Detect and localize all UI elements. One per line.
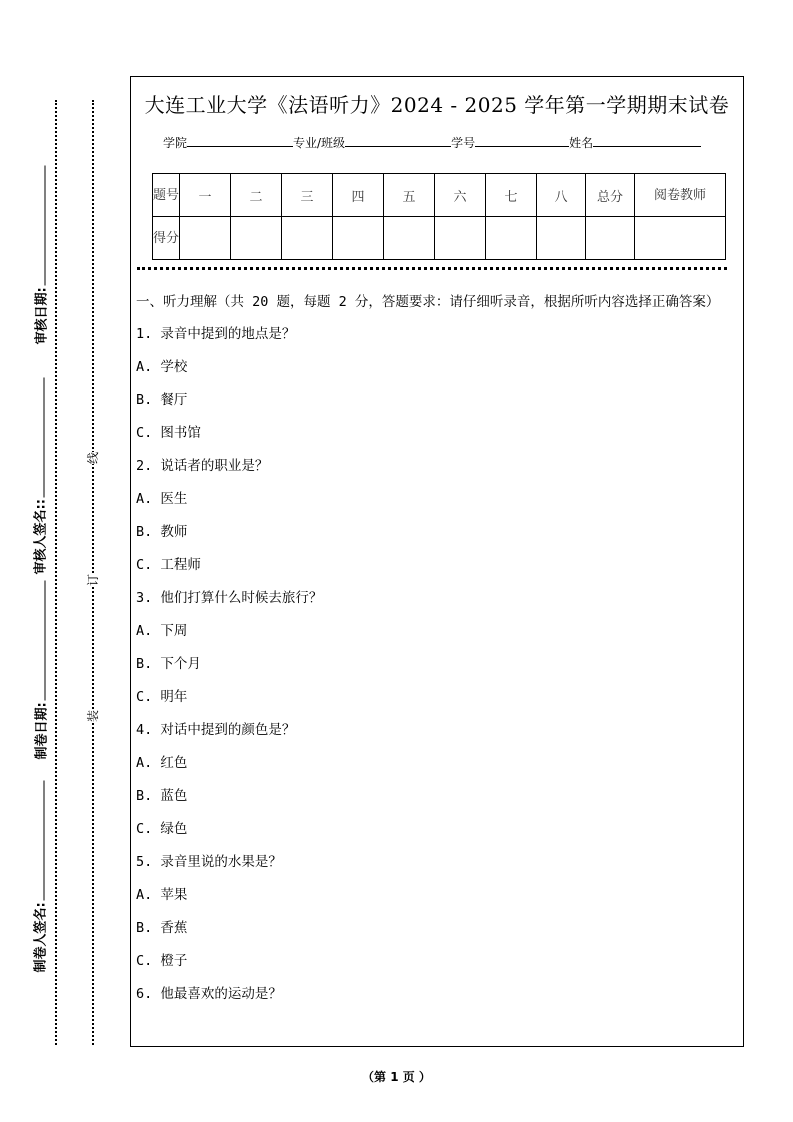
col-5: 五 xyxy=(384,174,435,217)
student-id-blank[interactable] xyxy=(475,134,569,147)
question-number-header: 题号 xyxy=(153,174,180,217)
score-cell-6[interactable] xyxy=(435,217,486,260)
score-header: 得分 xyxy=(153,217,180,260)
col-4: 四 xyxy=(333,174,384,217)
answer-option[interactable]: A. 医生 xyxy=(136,491,188,507)
question-list xyxy=(136,323,741,1016)
question-text: 6. 他最喜欢的运动是？ xyxy=(136,986,282,1002)
paper-maker-signature-label: 制卷人签名: xyxy=(30,803,49,973)
score-cell-3[interactable] xyxy=(282,217,333,260)
score-table xyxy=(152,173,726,260)
col-total: 总分 xyxy=(586,174,635,217)
col-1: 一 xyxy=(180,174,231,217)
answer-option[interactable]: A. 下周 xyxy=(136,623,188,639)
binding-char-staple: 订 xyxy=(86,573,101,587)
answer-option[interactable]: C. 图书馆 xyxy=(136,425,201,441)
answer-option[interactable]: C. 明年 xyxy=(136,689,188,705)
score-cell-7[interactable] xyxy=(486,217,537,260)
questions-area xyxy=(136,291,741,1016)
binding-line-outer xyxy=(55,100,57,1045)
question-text: 4. 对话中提到的颜色是？ xyxy=(136,722,296,738)
student-id-label: 学号 xyxy=(451,136,476,150)
major-blank[interactable] xyxy=(345,134,451,147)
score-table-score-row xyxy=(153,217,726,260)
score-cell-8[interactable] xyxy=(537,217,586,260)
col-2: 二 xyxy=(231,174,282,217)
col-8: 八 xyxy=(537,174,586,217)
question-text: 5. 录音里说的水果是？ xyxy=(136,854,282,870)
col-7: 七 xyxy=(486,174,537,217)
score-cell-5[interactable] xyxy=(384,217,435,260)
answer-option[interactable]: B. 餐厅 xyxy=(136,392,188,408)
reviewer-signature-label: 审核人签名:: xyxy=(30,405,49,575)
col-3: 三 xyxy=(282,174,333,217)
page-footer: （第 1 页 ） xyxy=(362,1070,431,1084)
student-info-row xyxy=(163,134,701,151)
col-6: 六 xyxy=(435,174,486,217)
answer-option[interactable]: C. 橙子 xyxy=(136,953,188,969)
score-cell-4[interactable] xyxy=(333,217,384,260)
score-table-header-row xyxy=(153,174,726,217)
exam-title: 大连工业大学《法语听力》2024 - 2025 学年第一学期期末试卷 xyxy=(144,93,730,117)
exam-frame xyxy=(130,76,744,1047)
score-cell-total[interactable] xyxy=(586,217,635,260)
college-blank[interactable] xyxy=(187,134,293,147)
major-label: 专业/班级 xyxy=(293,136,346,150)
answer-option[interactable]: A. 苹果 xyxy=(136,887,188,903)
answer-option[interactable]: C. 绿色 xyxy=(136,821,188,837)
name-blank[interactable] xyxy=(593,134,701,147)
binding-line-inner xyxy=(92,100,94,1045)
answer-option[interactable]: B. 教师 xyxy=(136,524,188,540)
answer-option[interactable]: B. 蓝色 xyxy=(136,788,188,804)
score-cell-1[interactable] xyxy=(180,217,231,260)
question-text: 2. 说话者的职业是？ xyxy=(136,458,269,474)
header-separator xyxy=(137,267,727,270)
score-cell-2[interactable] xyxy=(231,217,282,260)
answer-option[interactable]: A. 红色 xyxy=(136,755,188,771)
binding-char-bind: 装 xyxy=(86,709,101,723)
answer-option[interactable]: A. 学校 xyxy=(136,359,188,375)
answer-option[interactable]: B. 香蕉 xyxy=(136,920,188,936)
review-date-label: 审核日期: xyxy=(31,185,50,345)
question-text: 3. 他们打算什么时候去旅行？ xyxy=(136,590,323,606)
col-grader: 阅卷教师 xyxy=(635,174,726,217)
section-heading: 一、听力理解（共 20 题，每题 2 分，答题要求：请仔细听录音，根据所听内容选择正确答案） xyxy=(136,294,720,310)
binding-char-line: 线 xyxy=(86,451,101,465)
name-label: 姓名 xyxy=(569,136,594,150)
score-cell-grader[interactable] xyxy=(635,217,726,260)
answer-option[interactable]: B. 下个月 xyxy=(136,656,201,672)
question-text: 1. 录音中提到的地点是？ xyxy=(136,326,296,342)
paper-date-label: 制卷日期: xyxy=(31,600,50,760)
answer-option[interactable]: C. 工程师 xyxy=(136,557,201,573)
college-label: 学院 xyxy=(163,136,188,150)
